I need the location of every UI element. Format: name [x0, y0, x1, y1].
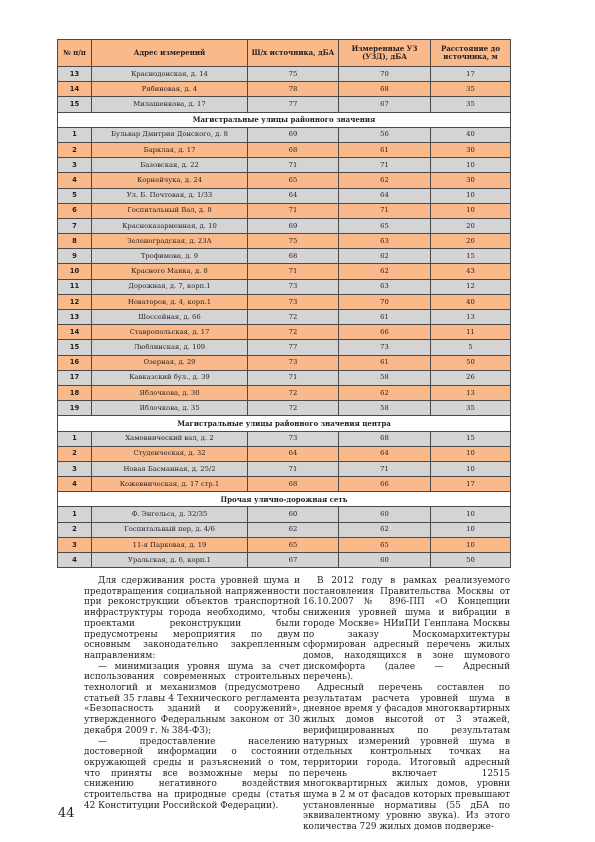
row-source-noise: 60	[248, 507, 339, 522]
row-source-noise: 72	[248, 401, 339, 416]
table-section-row	[58, 416, 511, 431]
row-address: Ул. Б. Почтовая, д. 1/33	[92, 188, 248, 203]
row-address: Ставропольская, д. 17	[92, 325, 248, 340]
row-source-noise: 71	[248, 264, 339, 279]
row-address: Яблочкова, д. 35	[92, 401, 248, 416]
section-title: Магистральные улицы районного значения центра	[58, 416, 511, 431]
row-source-noise: 64	[248, 188, 339, 203]
text-column-right	[303, 576, 510, 833]
row-source-noise: 72	[248, 310, 339, 325]
row-measured-level: 70	[339, 294, 431, 309]
row-measured-level: 62	[339, 173, 431, 188]
table-row	[58, 188, 511, 203]
row-source-noise: 77	[248, 97, 339, 112]
row-address: Студенческая, д. 32	[92, 446, 248, 461]
row-distance: 10	[431, 188, 511, 203]
row-source-noise: 71	[248, 203, 339, 218]
row-address: Уральская, д. 6, корп.1	[92, 553, 248, 568]
row-distance: 20	[431, 234, 511, 249]
row-distance: 40	[431, 294, 511, 309]
row-address: Красноказарменная, д. 10	[92, 218, 248, 233]
row-distance: 50	[431, 355, 511, 370]
row-source-noise: 72	[248, 385, 339, 400]
row-number: 18	[58, 385, 92, 400]
row-number: 3	[58, 461, 92, 476]
row-source-noise: 71	[248, 158, 339, 173]
row-address: Кожевническая, д. 17 стр.1	[92, 477, 248, 492]
table-row	[58, 173, 511, 188]
row-address: 11-я Парковая, д. 19	[92, 537, 248, 552]
row-distance: 13	[431, 385, 511, 400]
row-number: 12	[58, 294, 92, 309]
row-number: 1	[58, 127, 92, 142]
table-section-row	[58, 112, 511, 127]
row-distance: 17	[431, 67, 511, 82]
table-row	[58, 158, 511, 173]
row-address: Корнейчука, д. 24	[92, 173, 248, 188]
row-source-noise: 73	[248, 355, 339, 370]
row-address: Красного Маяка, д. 8	[92, 264, 248, 279]
row-measured-level: 73	[339, 340, 431, 355]
row-distance: 30	[431, 173, 511, 188]
row-address: Шоссейная, д. 66	[92, 310, 248, 325]
row-measured-level: 56	[339, 127, 431, 142]
row-distance: 10	[431, 203, 511, 218]
table-row	[58, 310, 511, 325]
row-measured-level: 66	[339, 325, 431, 340]
row-measured-level: 68	[339, 82, 431, 97]
table-row	[58, 127, 511, 142]
row-distance: 15	[431, 431, 511, 446]
table-header-row	[58, 40, 511, 67]
row-source-noise: 68	[248, 249, 339, 264]
row-measured-level: 60	[339, 553, 431, 568]
table-row	[58, 370, 511, 385]
row-measured-level: 71	[339, 158, 431, 173]
row-distance: 13	[431, 310, 511, 325]
table-row	[58, 325, 511, 340]
row-number: 1	[58, 507, 92, 522]
row-address: Ф. Энгельса, д. 32/35	[92, 507, 248, 522]
table-row	[58, 522, 511, 537]
row-source-noise: 77	[248, 340, 339, 355]
row-measured-level: 61	[339, 142, 431, 157]
table-row	[58, 67, 511, 82]
row-measured-level: 67	[339, 97, 431, 112]
row-address: Рябиновая, д. 4	[92, 82, 248, 97]
row-source-noise: 71	[248, 370, 339, 385]
row-distance: 35	[431, 401, 511, 416]
table-row	[58, 203, 511, 218]
row-number: 2	[58, 446, 92, 461]
paragraph: — минимизация уровня шума за счет использования современных строительных технологий и механизмов (предусмотрено статьей 35 главы 4 Технического регламента «Безопасность зданий и сооружений», утвержденного Федеральным законом от 30 декабря 2009 г. № 384-ФЗ);	[84, 661, 300, 736]
table-row	[58, 553, 511, 568]
row-distance: 11	[431, 325, 511, 340]
table-row	[58, 355, 511, 370]
row-measured-level: 61	[339, 310, 431, 325]
row-source-noise: 65	[248, 173, 339, 188]
row-measured-level: 71	[339, 461, 431, 476]
row-source-noise: 73	[248, 294, 339, 309]
row-measured-level: 62	[339, 522, 431, 537]
row-source-noise: 71	[248, 461, 339, 476]
text-column-left	[84, 576, 300, 811]
row-source-noise: 64	[248, 446, 339, 461]
row-distance: 43	[431, 264, 511, 279]
row-number: 16	[58, 355, 92, 370]
table-row	[58, 537, 511, 552]
row-distance: 50	[431, 553, 511, 568]
paragraph: В 2012 году в рамках реализуемого постановления Правительства Москвы от 16.10.2007 № 896-ПП «О Концепции снижения уровней шума и вибрации в городе Москве» НИиПИ Генплана Москвы по заказу Москомархитектуры сформирован адресный перечень жилых домов, находящихся в зоне шумового дискомфорта (далее — Адресный перечень).	[303, 576, 510, 683]
row-source-noise: 69	[248, 218, 339, 233]
row-distance: 5	[431, 340, 511, 355]
row-source-noise: 75	[248, 234, 339, 249]
row-measured-level: 64	[339, 188, 431, 203]
row-source-noise: 68	[248, 477, 339, 492]
row-number: 17	[58, 370, 92, 385]
row-measured-level: 65	[339, 537, 431, 552]
row-distance: 15	[431, 249, 511, 264]
row-number: 15	[58, 97, 92, 112]
table-body	[58, 67, 511, 568]
row-source-noise: 67	[248, 553, 339, 568]
row-distance: 30	[431, 142, 511, 157]
row-source-noise: 65	[248, 537, 339, 552]
section-title: Прочая улично-дорожная сеть	[58, 492, 511, 507]
row-measured-level: 62	[339, 385, 431, 400]
row-address: Озерная, д. 29	[92, 355, 248, 370]
row-address: Краснодонская, д. 14	[92, 67, 248, 82]
row-distance: 10	[431, 507, 511, 522]
row-address: Госпитальный пер, д. 4/6	[92, 522, 248, 537]
row-distance: 10	[431, 522, 511, 537]
table-row	[58, 82, 511, 97]
row-measured-level: 58	[339, 370, 431, 385]
row-address: Хамовнический вал, д. 2	[92, 431, 248, 446]
row-distance: 20	[431, 218, 511, 233]
row-distance: 17	[431, 477, 511, 492]
row-number: 1	[58, 431, 92, 446]
row-measured-level: 58	[339, 401, 431, 416]
row-address: Кавказский бул., д. 39	[92, 370, 248, 385]
header-source-noise: Ш/х источника, дБА	[248, 40, 339, 67]
row-number: 9	[58, 249, 92, 264]
row-measured-level: 71	[339, 203, 431, 218]
row-number: 2	[58, 142, 92, 157]
row-measured-level: 70	[339, 67, 431, 82]
paragraph: Для сдерживания роста уровней шума и предотвращения социальной напряженности при реконструкции объектов транспортной инфраструктуры города необходимо, чтобы проектами реконструкции были предусмотрены мероприятия по двум основным законодательно закрепленным направлениям:	[84, 576, 300, 661]
row-number: 4	[58, 477, 92, 492]
row-address: Зеленоградская, д. 23А	[92, 234, 248, 249]
row-number: 10	[58, 264, 92, 279]
row-number: 15	[58, 340, 92, 355]
row-number: 2	[58, 522, 92, 537]
row-measured-level: 64	[339, 446, 431, 461]
row-number: 7	[58, 218, 92, 233]
row-source-noise: 62	[248, 522, 339, 537]
row-number: 3	[58, 158, 92, 173]
table-row	[58, 507, 511, 522]
table-row	[58, 234, 511, 249]
row-measured-level: 62	[339, 249, 431, 264]
noise-measurements-table	[57, 39, 511, 568]
paragraph: Адресный перечень составлен по результатам расчета уровней шума в дневное время у фасадов многоквартирных жилых домов высотой от 3 этажей, верифицированных по результатам натурных измерений уровней шума в отдельных контрольных точках на территории города. Итоговый адресный перечень включает 12515 многоквартирных жилых домов, уровни шума в 2 м от фасадов которых превышают установленные нормативы (55 дБА по эквивалентному уровню звука). Из этого количества 729 жилых домов подверже-	[303, 683, 510, 833]
table-row	[58, 249, 511, 264]
row-number: 14	[58, 82, 92, 97]
row-measured-level: 68	[339, 431, 431, 446]
table-row	[58, 279, 511, 294]
row-measured-level: 60	[339, 507, 431, 522]
table-row	[58, 477, 511, 492]
row-number: 8	[58, 234, 92, 249]
table-row	[58, 264, 511, 279]
row-measured-level: 63	[339, 279, 431, 294]
row-source-noise: 72	[248, 325, 339, 340]
row-address: Дорожная, д. 7, корп.1	[92, 279, 248, 294]
row-measured-level: 63	[339, 234, 431, 249]
paragraph: — предоставление населению достоверной информации о состоянии окружающей среды и разъяснений о том, что приняты все возможные меры по снижению негативного воздействия строительства на природные среды (статья 42 Конституции Российской Федерации).	[84, 736, 300, 811]
row-source-noise: 68	[248, 142, 339, 157]
row-address: Яблочкова, д. 30	[92, 385, 248, 400]
row-distance: 10	[431, 446, 511, 461]
row-distance: 10	[431, 461, 511, 476]
row-source-noise: 73	[248, 279, 339, 294]
row-address: Милашенкова, д. 17	[92, 97, 248, 112]
page-number: 44	[58, 806, 75, 821]
header-measured-level: Измеренные УЗ (УЗД), дБА	[339, 40, 431, 67]
table-row	[58, 446, 511, 461]
table-row	[58, 218, 511, 233]
row-measured-level: 61	[339, 355, 431, 370]
row-address: Барклая, д. 17	[92, 142, 248, 157]
row-source-noise: 73	[248, 431, 339, 446]
row-distance: 12	[431, 279, 511, 294]
header-distance: Расстояние до источника, м	[431, 40, 511, 67]
table-row	[58, 461, 511, 476]
table-row	[58, 385, 511, 400]
row-number: 11	[58, 279, 92, 294]
row-number: 4	[58, 553, 92, 568]
row-number: 13	[58, 67, 92, 82]
row-address: Новая Басманная, д. 25/2	[92, 461, 248, 476]
row-address: Новаторов, д. 4, корп.1	[92, 294, 248, 309]
row-address: Базовская, д. 22	[92, 158, 248, 173]
row-distance: 10	[431, 537, 511, 552]
row-number: 14	[58, 325, 92, 340]
table-row	[58, 294, 511, 309]
header-address: Адрес измерений	[92, 40, 248, 67]
row-source-noise: 75	[248, 67, 339, 82]
table-row	[58, 340, 511, 355]
row-measured-level: 66	[339, 477, 431, 492]
row-address: Бульвар Дмитрия Донского, д. 8	[92, 127, 248, 142]
table-row	[58, 97, 511, 112]
table-row	[58, 401, 511, 416]
row-source-noise: 69	[248, 127, 339, 142]
row-source-noise: 78	[248, 82, 339, 97]
row-address: Трофимова, д. 9	[92, 249, 248, 264]
row-distance: 10	[431, 158, 511, 173]
row-address: Госпитальный Вал, д. 8	[92, 203, 248, 218]
row-number: 13	[58, 310, 92, 325]
table-row	[58, 431, 511, 446]
row-measured-level: 62	[339, 264, 431, 279]
row-distance: 40	[431, 127, 511, 142]
section-title: Магистральные улицы районного значения	[58, 112, 511, 127]
row-number: 4	[58, 173, 92, 188]
table-section-row	[58, 492, 511, 507]
row-measured-level: 65	[339, 218, 431, 233]
row-number: 5	[58, 188, 92, 203]
row-number: 3	[58, 537, 92, 552]
row-number: 6	[58, 203, 92, 218]
row-distance: 26	[431, 370, 511, 385]
row-distance: 35	[431, 82, 511, 97]
row-address: Люблинская, д. 109	[92, 340, 248, 355]
row-number: 19	[58, 401, 92, 416]
table-row	[58, 142, 511, 157]
header-number: № п/п	[58, 40, 92, 67]
row-distance: 35	[431, 97, 511, 112]
